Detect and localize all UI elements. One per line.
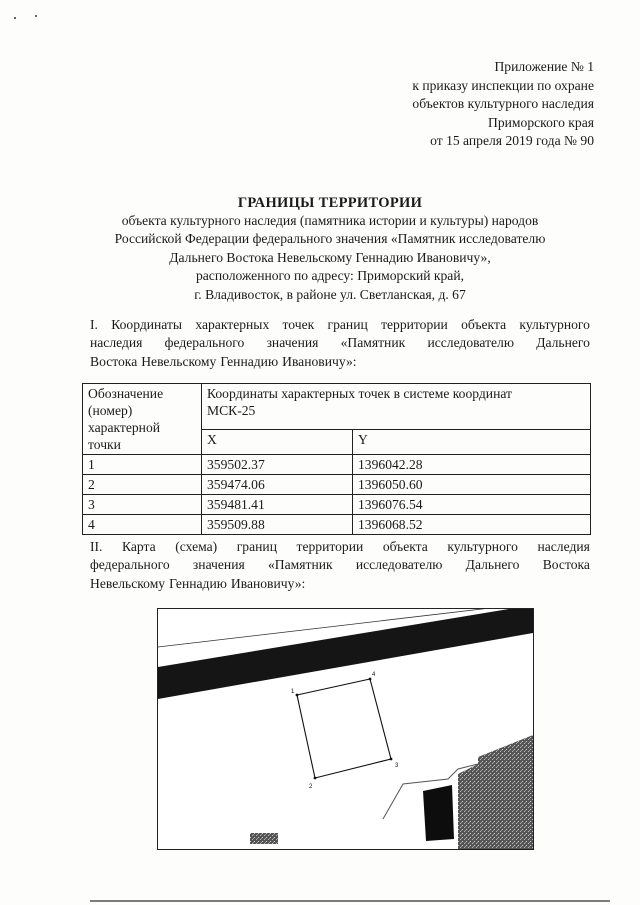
document-title: ГРАНИЦЫ ТЕРРИТОРИИ bbox=[237, 195, 423, 211]
boundary-point-marker bbox=[296, 694, 299, 697]
coordinates-table bbox=[82, 383, 591, 535]
scan-speck bbox=[35, 15, 37, 17]
point-number-cell: 3 bbox=[83, 495, 202, 515]
y-coordinate-cell: 1396076.54 bbox=[353, 495, 591, 515]
point-number-cell: 4 bbox=[83, 515, 202, 535]
boundary-point-label: 1 bbox=[291, 689, 295, 695]
header-point-designation: Обозначение (номер) характерной точки bbox=[83, 384, 202, 455]
boundary-point-label: 2 bbox=[309, 784, 313, 790]
y-coordinate-cell: 1396068.52 bbox=[353, 515, 591, 535]
table-row bbox=[83, 495, 591, 515]
annex-region-line: Приморского края bbox=[488, 114, 594, 130]
annex-number: Приложение № 1 bbox=[494, 59, 594, 74]
boundary-points bbox=[291, 672, 399, 790]
x-coordinate-cell: 359474.06 bbox=[202, 475, 353, 495]
boundary-point-label: 3 bbox=[395, 763, 399, 769]
boundary-point-label: 4 bbox=[372, 672, 376, 678]
section-1-heading bbox=[90, 316, 590, 371]
point-number-cell: 2 bbox=[83, 475, 202, 495]
y-coordinate-cell: 1396050.60 bbox=[353, 475, 591, 495]
text-line: федерального значения «Памятник исследователю Дальнего Востока bbox=[90, 557, 590, 573]
boundary-point-marker bbox=[314, 777, 317, 780]
y-coordinate-cell: 1396042.28 bbox=[353, 455, 591, 475]
table-row bbox=[83, 455, 591, 475]
annex-header bbox=[412, 58, 594, 151]
text-line: Невельскому Геннадию Ивановичу»: bbox=[90, 575, 306, 591]
x-coordinate-cell: 359509.88 bbox=[202, 515, 353, 535]
boundary-map bbox=[157, 608, 534, 850]
building-dark bbox=[423, 785, 454, 841]
territory-boundary bbox=[297, 679, 391, 778]
x-coordinate-cell: 359502.37 bbox=[202, 455, 353, 475]
text-line: II. Карта (схема) границ территории объекта культурного наследия bbox=[90, 539, 590, 554]
section-2-heading bbox=[90, 538, 590, 593]
text-line: наследия федерального значения «Памятник исследователю Дальнего bbox=[90, 335, 590, 351]
text-line: I. Координаты характерных точек границ территории объекта культурного bbox=[90, 317, 590, 332]
annex-order-line: к приказу инспекции по охране bbox=[412, 77, 594, 93]
boundary-point-marker bbox=[369, 678, 372, 681]
scan-speck bbox=[14, 17, 16, 19]
boundary-point-marker bbox=[390, 758, 393, 761]
title-block bbox=[70, 194, 590, 304]
table-row bbox=[83, 475, 591, 495]
text-line: Востока Невельскому Геннадию Ивановичу»: bbox=[90, 353, 357, 369]
table-row bbox=[83, 515, 591, 535]
point-number-cell: 1 bbox=[83, 455, 202, 475]
x-coordinate-cell: 359481.41 bbox=[202, 495, 353, 515]
annex-heritage-line: объектов культурного наследия bbox=[412, 96, 594, 112]
header-y: Y bbox=[353, 430, 591, 455]
document-subtitle: объекта культурного наследия (памятника истории и культуры) народов Российской Федерации федерального значения «Памятник исследователю Дальнего Востока Невельскому Геннадию Ивановичу», расположенного по адресу: Приморский край, г. Владивосток, в районе ул. Светланская, д. 67 bbox=[114, 213, 546, 302]
map-canvas bbox=[158, 609, 533, 849]
scan-edge bbox=[90, 900, 610, 902]
header-x: X bbox=[202, 430, 353, 455]
annex-date-line: от 15 апреля 2019 года № 90 bbox=[430, 133, 594, 149]
building-hatched bbox=[458, 735, 533, 849]
road-strip bbox=[158, 609, 533, 699]
header-coordinates: Координаты характерных точек в системе координат МСК-25 bbox=[202, 384, 591, 430]
small-structure bbox=[250, 833, 278, 844]
